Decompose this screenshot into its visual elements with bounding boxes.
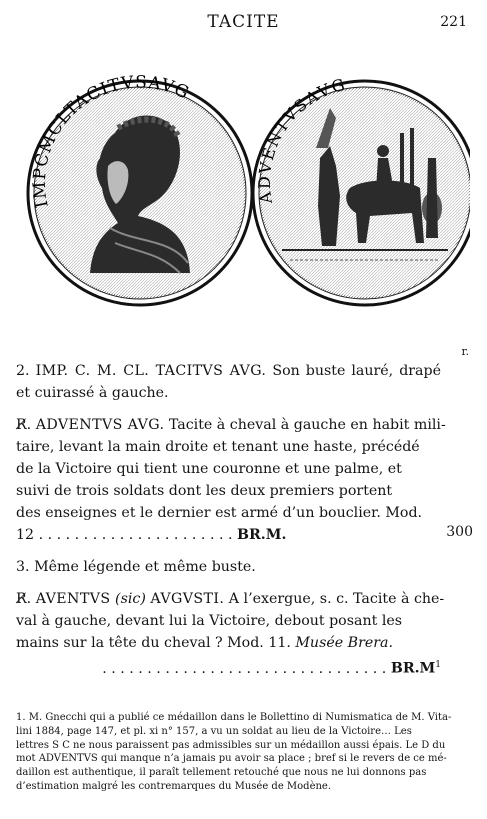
text-line: Tacite à cheval à gauche en habit mili- [168, 417, 446, 433]
reverse-coin [253, 74, 470, 305]
text-line: suivi de trois soldats dont les deux premiers portent [16, 483, 393, 499]
reverse-mark: R̸. [16, 591, 32, 607]
reverse-description [16, 414, 446, 546]
leader-dots: . . . . . . . . . . . . . . . . . . . . . . . . . . . . . . . . [102, 660, 387, 677]
page-number: 221 [440, 14, 467, 30]
footnote-line: lini 1884, page 147, et pl. xi n° 157, a vu un soldat au lieu de la Victoire… Les [16, 725, 412, 737]
footnote [16, 711, 472, 794]
reverse-legend: ADVENTVSAVG [254, 74, 349, 205]
obverse-legend-text: IMP. C. M. CL. TACITVS AVG. [35, 363, 267, 379]
medallion-illustrations [20, 38, 470, 308]
museum-name: Musée Brera. [295, 635, 394, 651]
text-line: A l’exergue, s. c. Tacite à che- [228, 591, 445, 607]
text-line: de la Victoire qui tient une couronne et une palme, et [16, 461, 402, 477]
entry-description: Même légende et même buste. [34, 559, 256, 575]
footnote-line: 1. M. Gnecchi qui a publié ce médaillon dans le Bollettino di Numismatica de M. Vita- [16, 712, 452, 723]
reverse-description-3 [16, 588, 445, 680]
sic-note: (sic) [115, 591, 146, 607]
reverse-legend-text-2: AVGVSTI. [150, 591, 225, 607]
rarity: BR.M [390, 660, 436, 677]
catalogue-entry-2 [16, 360, 441, 404]
reverse-mark: R̸. [16, 417, 32, 433]
rarity: BR.M. [237, 527, 287, 543]
leader-dots: . . . . . . . . . . . . . . . . . . . . . . [38, 527, 233, 543]
entry-number: 2. [16, 363, 30, 379]
text-line: taire, levant la main droite et tenant une haste, précédé [16, 439, 420, 455]
module-size: 12 [16, 527, 35, 543]
text-line: mains sur la tête du cheval ? Mod. 11. [16, 635, 291, 651]
obverse-coin [28, 73, 252, 305]
margin-mark: r. [461, 345, 469, 358]
running-head-title: TACITE [207, 12, 280, 32]
reverse-legend-text: AVENTVS [35, 591, 111, 607]
footnote-line: mot ADVENTVS qui manque n’a jamais pu avoir sa place ; bref si le revers de ce mé- [16, 753, 447, 765]
catalogue-entry-3 [16, 556, 441, 578]
price: 300 [446, 524, 473, 540]
text-line: des enseignes et le dernier est armé d’un bouclier. Mod. [16, 505, 423, 521]
reverse-legend-text: ADVENTVS AVG. [35, 417, 165, 433]
text-line: val à gauche, devant lui la Victoire, debout posant les [16, 613, 403, 629]
footnote-ref: 1 [435, 660, 441, 670]
entry-number: 3. [16, 559, 30, 575]
footnote-line: lettres S C ne nous paraissent pas admissibles sur un médaillon aussi épais. Le D du [16, 739, 446, 751]
footnote-line: daillon est authentique, il paraît tellement retouché que nous ne lui donnons pas [16, 767, 427, 779]
footnote-line: d’estimation malgré les contremarques du Musée de Modène. [16, 780, 332, 792]
obverse-legend: IMPCMCLTACITVSAVG [29, 72, 193, 210]
entry-description: Son buste lauré, drapé et cuirassé à gauche. [16, 363, 441, 401]
